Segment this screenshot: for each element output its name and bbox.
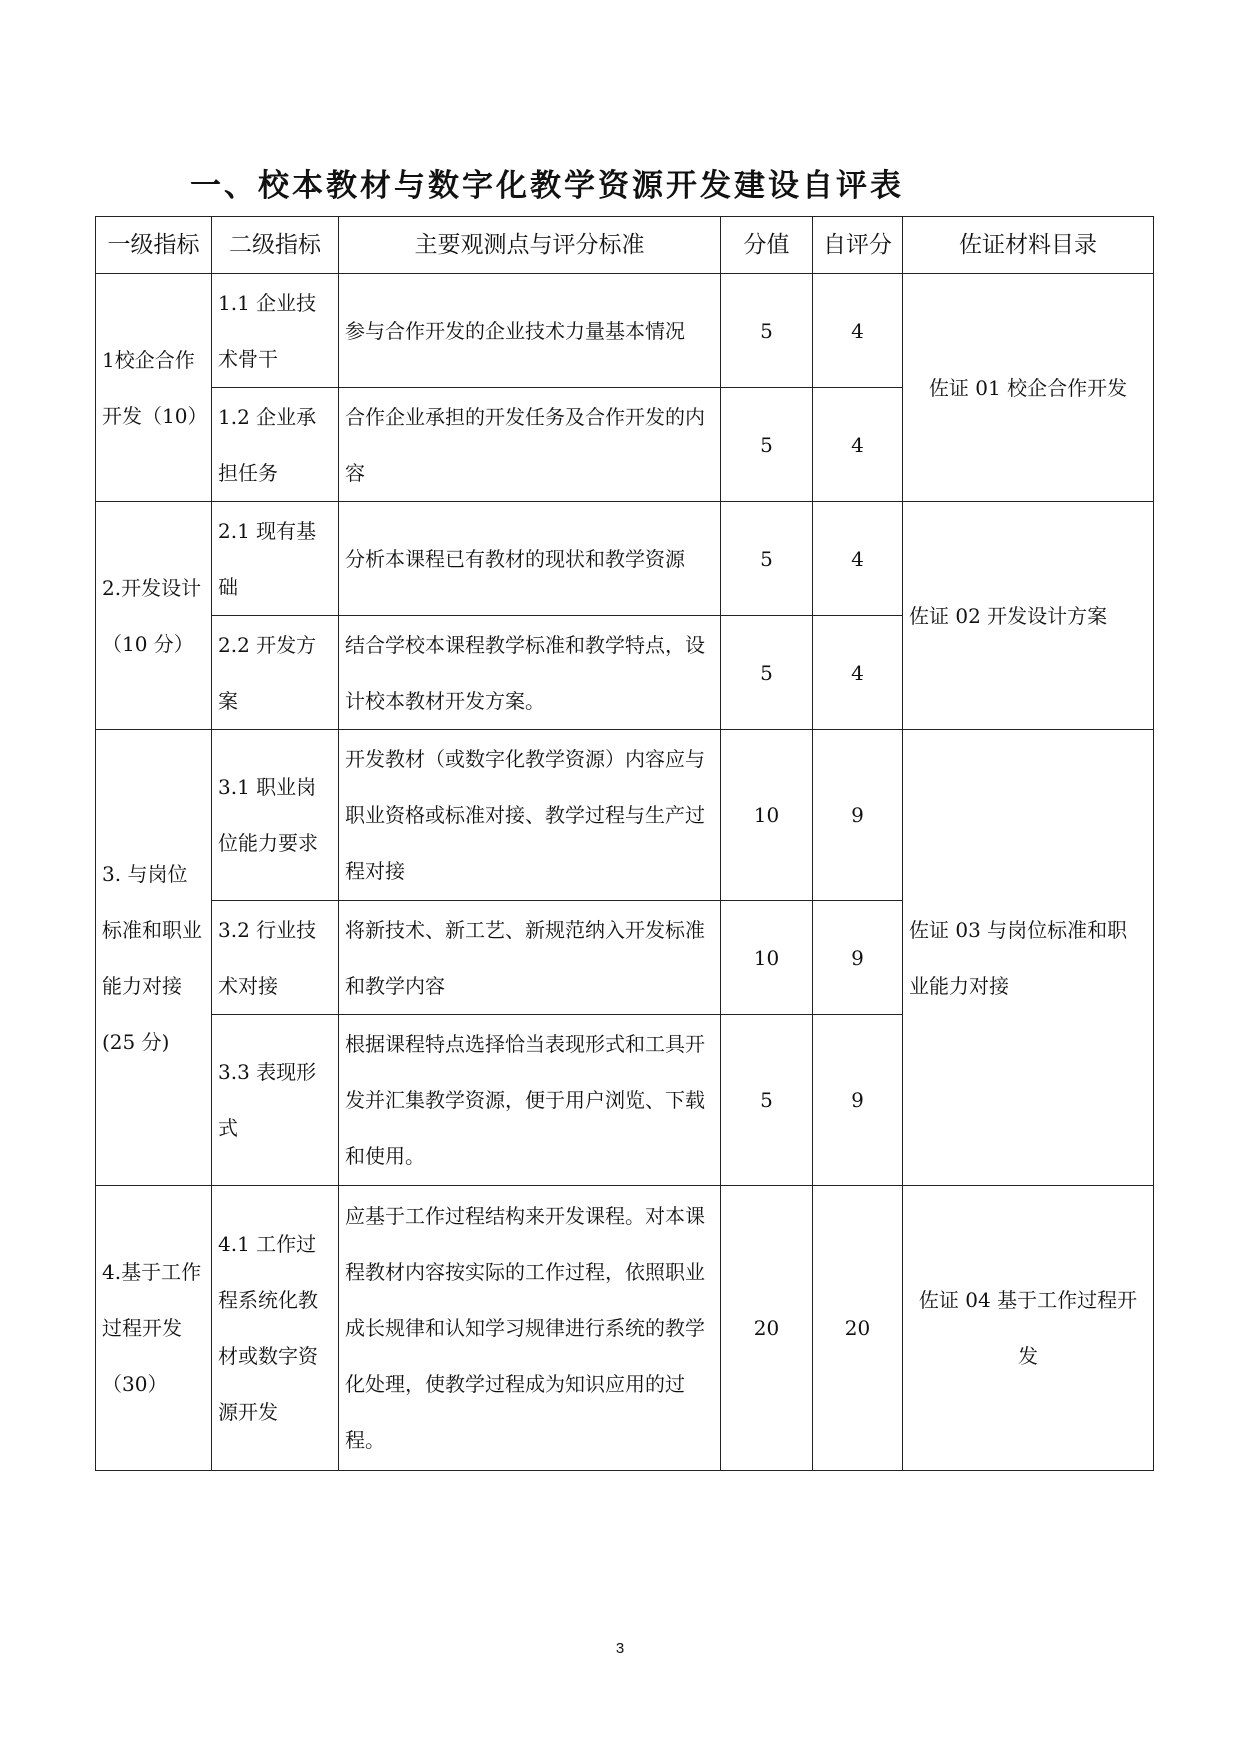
secondary-indicator: 3.3 表现形式 [212,1015,339,1186]
header-primary: 一级指标 [96,217,212,274]
evidence-cell: 佐证 01 校企合作开发 [903,274,1154,502]
table-row [96,1186,1154,1471]
table-row [96,730,1154,901]
score-cell: 10 [721,730,813,901]
primary-indicator: 3. 与岗位标准和职业能力对接(25 分) [96,730,212,1186]
evidence-cell: 佐证 03 与岗位标准和职业能力对接 [903,730,1154,1186]
header-row [96,217,1154,274]
primary-indicator: 1校企合作开发（10） [96,274,212,502]
self-score-cell: 9 [813,901,903,1015]
self-score-cell: 20 [813,1186,903,1471]
score-cell: 10 [721,901,813,1015]
score-cell: 5 [721,274,813,388]
table-row [96,502,1154,616]
self-score-cell: 4 [813,388,903,502]
self-score-cell: 4 [813,502,903,616]
header-evidence: 佐证材料目录 [903,217,1154,274]
criteria-cell: 应基于工作过程结构来开发课程。对本课程教材内容按实际的工作过程，依照职业成长规律和认知学习规律进行系统的教学化处理，使教学过程成为知识应用的过程。 [339,1186,721,1471]
secondary-indicator: 4.1 工作过程系统化教材或数字资源开发 [212,1186,339,1471]
evidence-cell: 佐证 04 基于工作过程开发 [903,1186,1154,1471]
self-score-cell: 4 [813,616,903,730]
secondary-indicator: 2.2 开发方案 [212,616,339,730]
score-cell: 5 [721,502,813,616]
secondary-indicator: 2.1 现有基础 [212,502,339,616]
primary-indicator: 2.开发设计（10 分） [96,502,212,730]
secondary-indicator: 1.2 企业承担任务 [212,388,339,502]
page-title: 一、校本教材与数字化教学资源开发建设自评表 [190,168,904,204]
criteria-cell: 根据课程特点选择恰当表现形式和工具开发并汇集教学资源，便于用户浏览、下载和使用。 [339,1015,721,1186]
evidence-cell: 佐证 02 开发设计方案 [903,502,1154,730]
secondary-indicator: 3.1 职业岗位能力要求 [212,730,339,901]
self-score-cell: 4 [813,274,903,388]
header-self-score: 自评分 [813,217,903,274]
evaluation-table [95,216,1154,1471]
page-number: 3 [615,1640,625,1657]
score-cell: 5 [721,616,813,730]
criteria-cell: 将新技术、新工艺、新规范纳入开发标准和教学内容 [339,901,721,1015]
score-cell: 5 [721,388,813,502]
criteria-cell: 分析本课程已有教材的现状和教学资源 [339,502,721,616]
header-secondary: 二级指标 [212,217,339,274]
criteria-cell: 参与合作开发的企业技术力量基本情况 [339,274,721,388]
criteria-cell: 结合学校本课程教学标准和教学特点，设计校本教材开发方案。 [339,616,721,730]
header-score: 分值 [721,217,813,274]
score-cell: 20 [721,1186,813,1471]
header-criteria: 主要观测点与评分标准 [339,217,721,274]
criteria-cell: 开发教材（或数字化教学资源）内容应与职业资格或标准对接、教学过程与生产过程对接 [339,730,721,901]
self-score-cell: 9 [813,1015,903,1186]
primary-indicator: 4.基于工作过程开发（30） [96,1186,212,1471]
secondary-indicator: 3.2 行业技术对接 [212,901,339,1015]
secondary-indicator: 1.1 企业技术骨干 [212,274,339,388]
criteria-cell: 合作企业承担的开发任务及合作开发的内容 [339,388,721,502]
self-score-cell: 9 [813,730,903,901]
score-cell: 5 [721,1015,813,1186]
table-row [96,274,1154,388]
